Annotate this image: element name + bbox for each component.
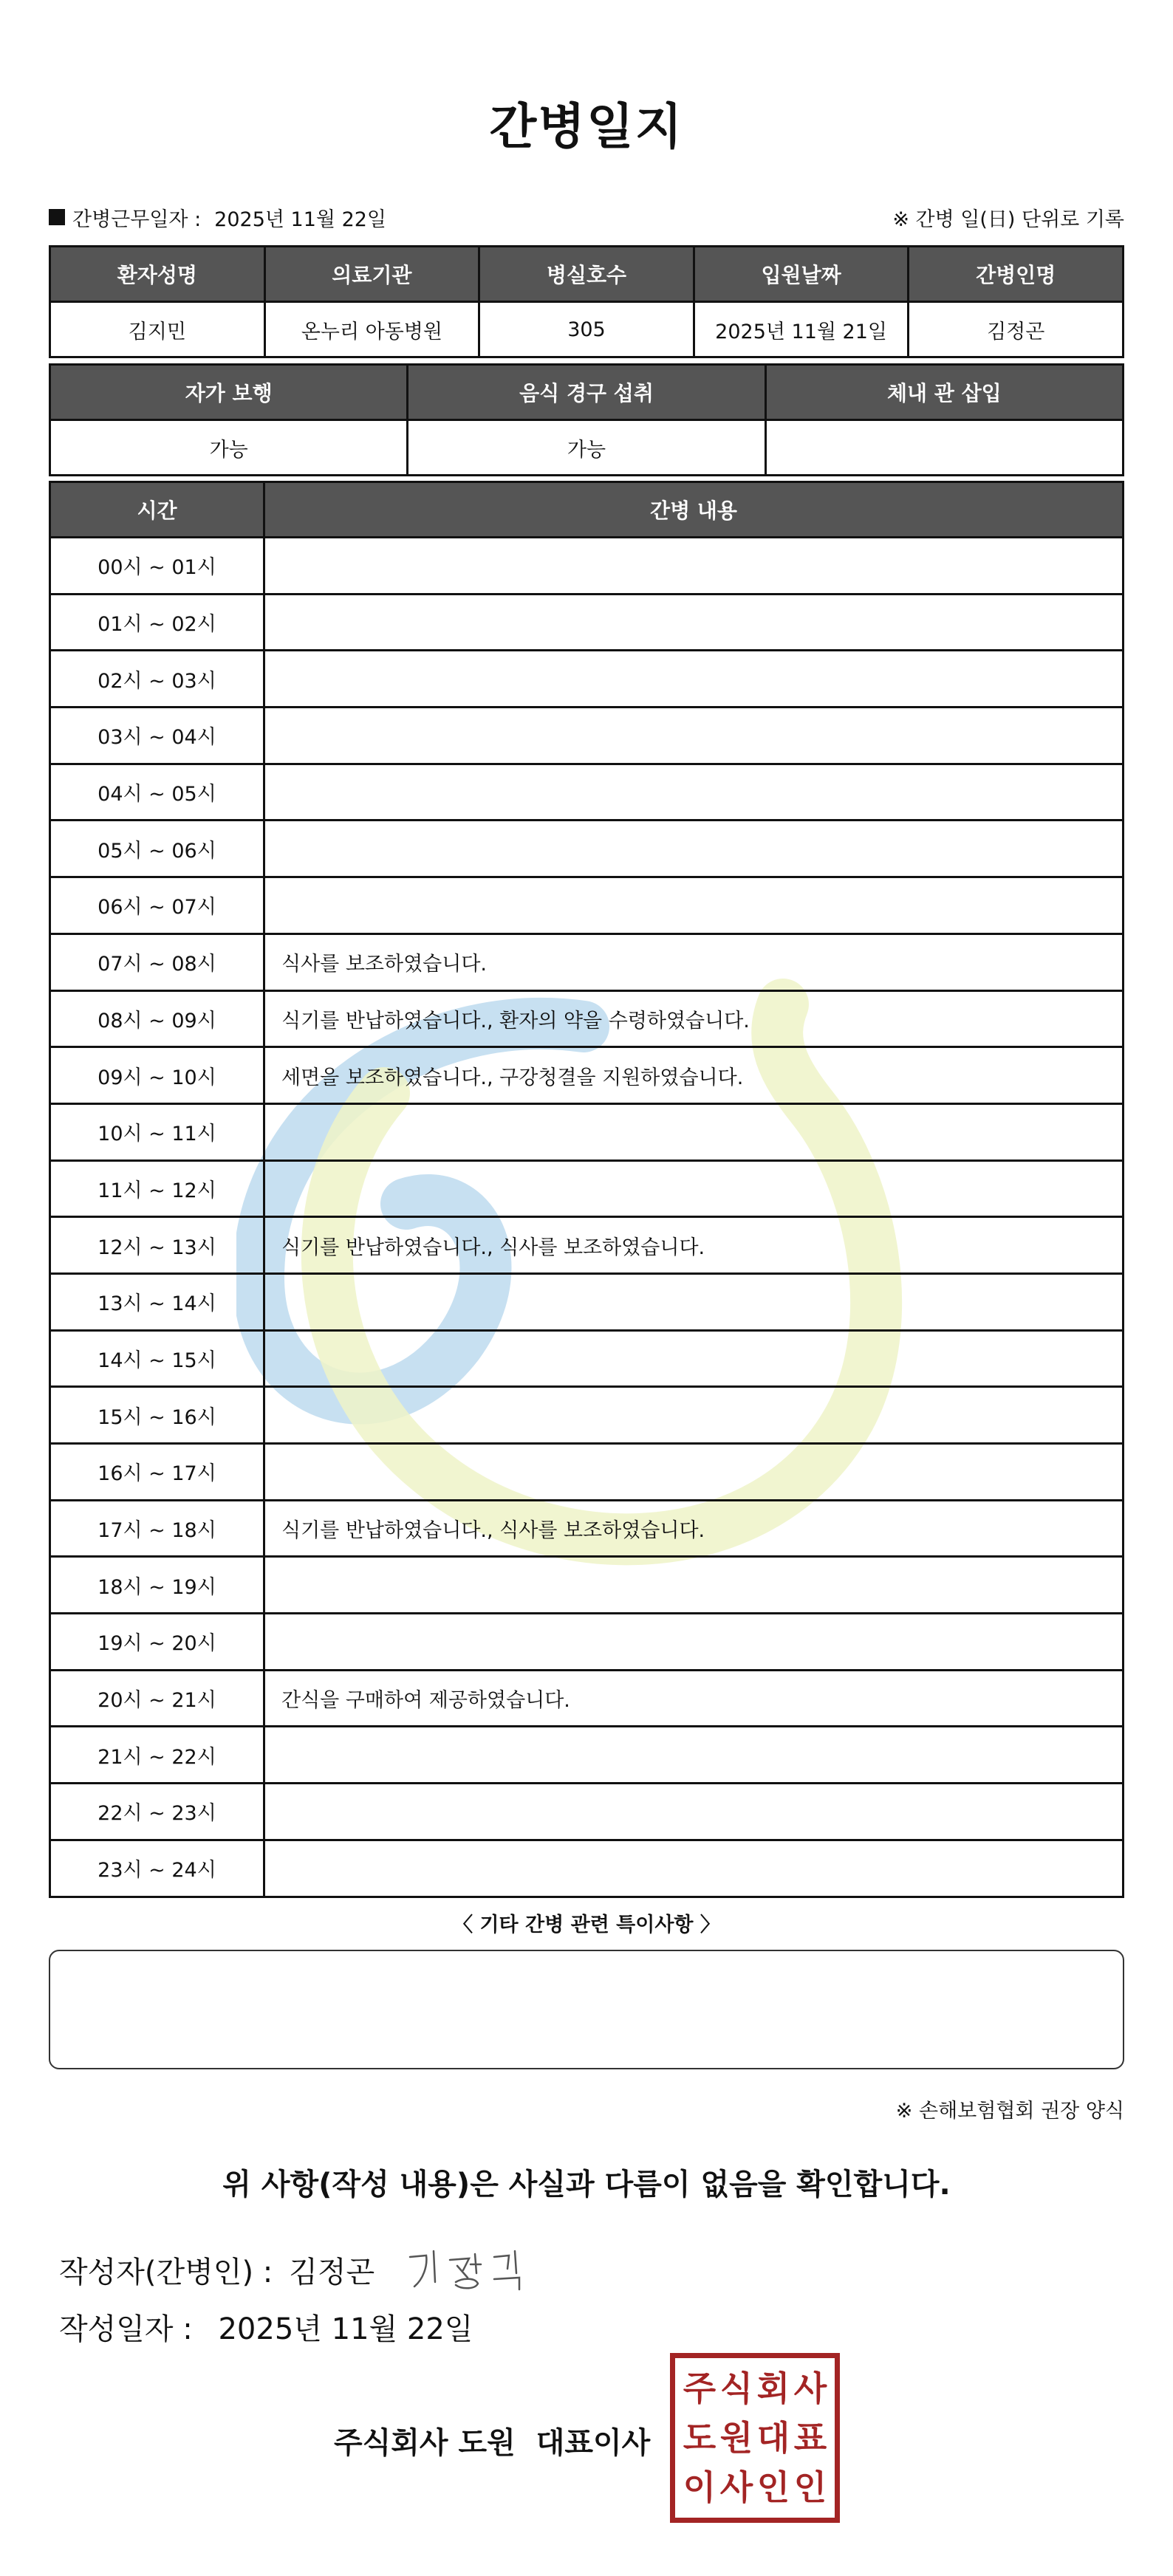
table-row [50,1840,1124,1897]
table-row [50,990,1124,1047]
patient-info-table [49,245,1124,358]
care-content: 식사를 보조하였습니다. [264,934,1124,990]
record-unit-note: ※ 간병 일(日) 단위로 기록 [892,208,1124,231]
care-content [264,538,1124,595]
handwritten-signature [404,2244,537,2295]
written-date-row [59,2306,473,2348]
work-date [49,203,386,232]
header-self-walking: 자가 보행 [50,365,408,420]
seal-char: 도 [683,2417,717,2458]
care-content [264,594,1124,651]
seal-char: 인 [793,2467,827,2507]
representative-title: 대표이사 [536,2426,651,2460]
seal-char: 주 [683,2368,717,2409]
patient-info-header-row [50,247,1124,302]
table-row [50,1727,1124,1784]
recommended-form-note: ※ 손해보험협회 권장 양식 [895,2100,1124,2123]
hospital-name: 온누리 아동병원 [264,302,479,357]
header-oral-intake: 음식 경구 섭취 [408,365,765,420]
time-slot: 20시 ~ 21시 [50,1670,264,1727]
care-content [264,1727,1124,1784]
table-row [50,708,1124,764]
header-caregiver-name: 간병인명 [909,247,1124,302]
time-slot: 00시 ~ 01시 [50,538,264,595]
care-content: 식기를 반납하였습니다., 식사를 보조하였습니다. [264,1500,1124,1557]
table-row [50,1160,1124,1217]
table-row [50,934,1124,990]
care-content [264,1614,1124,1671]
writer-name: 김정곤 [289,2255,375,2289]
extra-notes-title: 〈 기타 간병 관련 특이사항 〉 [453,1914,720,1936]
seal-characters [681,2364,829,2512]
square-bullet-icon [49,209,65,225]
time-slot: 13시 ~ 14시 [50,1273,264,1330]
care-content [264,1557,1124,1614]
table-row [50,1784,1124,1840]
care-content [264,1784,1124,1840]
table-row [50,1500,1124,1557]
care-content: 식기를 반납하였습니다., 식사를 보조하였습니다. [264,1217,1124,1274]
time-slot: 23시 ~ 24시 [50,1840,264,1897]
care-content [264,877,1124,934]
time-slot: 15시 ~ 16시 [50,1387,264,1444]
time-slot: 03시 ~ 04시 [50,708,264,764]
table-row [50,764,1124,821]
time-slot: 10시 ~ 11시 [50,1103,264,1160]
admission-date: 2025년 11월 21일 [694,302,909,357]
table-row [50,1614,1124,1671]
header-room-number: 병실호수 [479,247,694,302]
seal-char: 인 [756,2467,790,2507]
time-slot: 17시 ~ 18시 [50,1500,264,1557]
self-walking-value: 가능 [50,420,408,476]
patient-name: 김지민 [50,302,265,357]
extra-notes-box [49,1950,1124,2069]
written-date-value: 2025년 11월 22일 [218,2312,473,2346]
care-content [264,708,1124,764]
header-tube-insertion: 체내 관 삽입 [765,365,1123,420]
time-slot: 04시 ~ 05시 [50,764,264,821]
company-name: 주식회사 도원 [334,2426,516,2460]
time-slot: 21시 ~ 22시 [50,1727,264,1784]
room-number: 305 [479,302,694,357]
time-slot: 16시 ~ 17시 [50,1444,264,1501]
time-slot: 08시 ~ 09시 [50,990,264,1047]
table-row [50,1557,1124,1614]
work-date-value: 2025년 11월 22일 [214,208,387,231]
table-row [50,1670,1124,1727]
header-admission-date: 입원날짜 [694,247,909,302]
written-date-label: 작성일자 : [59,2312,193,2346]
header-time: 시간 [50,482,264,538]
time-slot: 09시 ~ 10시 [50,1047,264,1104]
writer-label: 작성자(간병인) : [59,2255,273,2289]
time-slot: 11시 ~ 12시 [50,1160,264,1217]
seal-char: 사 [793,2368,827,2409]
tube-insertion-value [765,420,1123,476]
table-row [50,1047,1124,1104]
seal-char: 이 [683,2467,717,2507]
time-slot: 19시 ~ 20시 [50,1614,264,1671]
oral-intake-value: 가능 [408,420,765,476]
care-content [264,1273,1124,1330]
meta-row [49,201,1124,233]
document-title: 간병일지 [489,98,684,155]
time-slot: 22시 ~ 23시 [50,1784,264,1840]
seal-char: 원 [719,2417,753,2458]
table-row [50,1444,1124,1501]
seal-char: 회 [756,2368,790,2409]
seal-char: 사 [719,2467,753,2507]
care-content [264,821,1124,877]
time-slot: 01시 ~ 02시 [50,594,264,651]
table-row [50,1387,1124,1444]
header-hospital: 의료기관 [264,247,479,302]
table-row [50,594,1124,651]
table-row [50,1103,1124,1160]
table-row [50,651,1124,708]
care-content [264,1444,1124,1501]
care-content [264,1103,1124,1160]
time-slot: 05시 ~ 06시 [50,821,264,877]
patient-info-value-row [50,302,1124,357]
status-header-row [50,365,1124,420]
time-slot: 18시 ~ 19시 [50,1557,264,1614]
table-row [50,877,1124,934]
table-row [50,1330,1124,1387]
caregiver-name: 김정곤 [909,302,1124,357]
care-content: 간식을 구매하여 제공하였습니다. [264,1670,1124,1727]
seal-char: 표 [793,2417,827,2458]
time-slot: 12시 ~ 13시 [50,1217,264,1274]
time-slot: 14시 ~ 15시 [50,1330,264,1387]
status-value-row [50,420,1124,476]
table-row [50,1217,1124,1274]
company-signature-line [334,2419,650,2462]
care-content [264,1330,1124,1387]
confirmation-statement: 위 사항(작성 내용)은 사실과 다름이 없음을 확인합니다. [222,2168,951,2202]
care-content [264,1387,1124,1444]
seal-char: 식 [719,2368,753,2409]
header-care-content: 간병 내용 [264,482,1124,538]
care-content [264,651,1124,708]
patient-status-table [49,363,1124,476]
care-content [264,1840,1124,1897]
care-log-table [49,481,1124,1898]
table-row [50,1273,1124,1330]
table-row [50,821,1124,877]
time-slot: 06시 ~ 07시 [50,877,264,934]
time-slot: 02시 ~ 03시 [50,651,264,708]
seal-char: 대 [756,2417,790,2458]
company-seal-stamp [670,2353,840,2523]
care-content: 식기를 반납하였습니다., 환자의 약을 수령하였습니다. [264,990,1124,1047]
care-content [264,764,1124,821]
time-slot: 07시 ~ 08시 [50,934,264,990]
writer-row [59,2244,537,2295]
work-date-label: 간병근무일자 : [72,208,202,231]
care-content: 세면을 보조하였습니다., 구강청결을 지원하였습니다. [264,1047,1124,1104]
care-content [264,1160,1124,1217]
care-log-header-row [50,482,1124,538]
table-row [50,538,1124,595]
header-patient-name: 환자성명 [50,247,265,302]
